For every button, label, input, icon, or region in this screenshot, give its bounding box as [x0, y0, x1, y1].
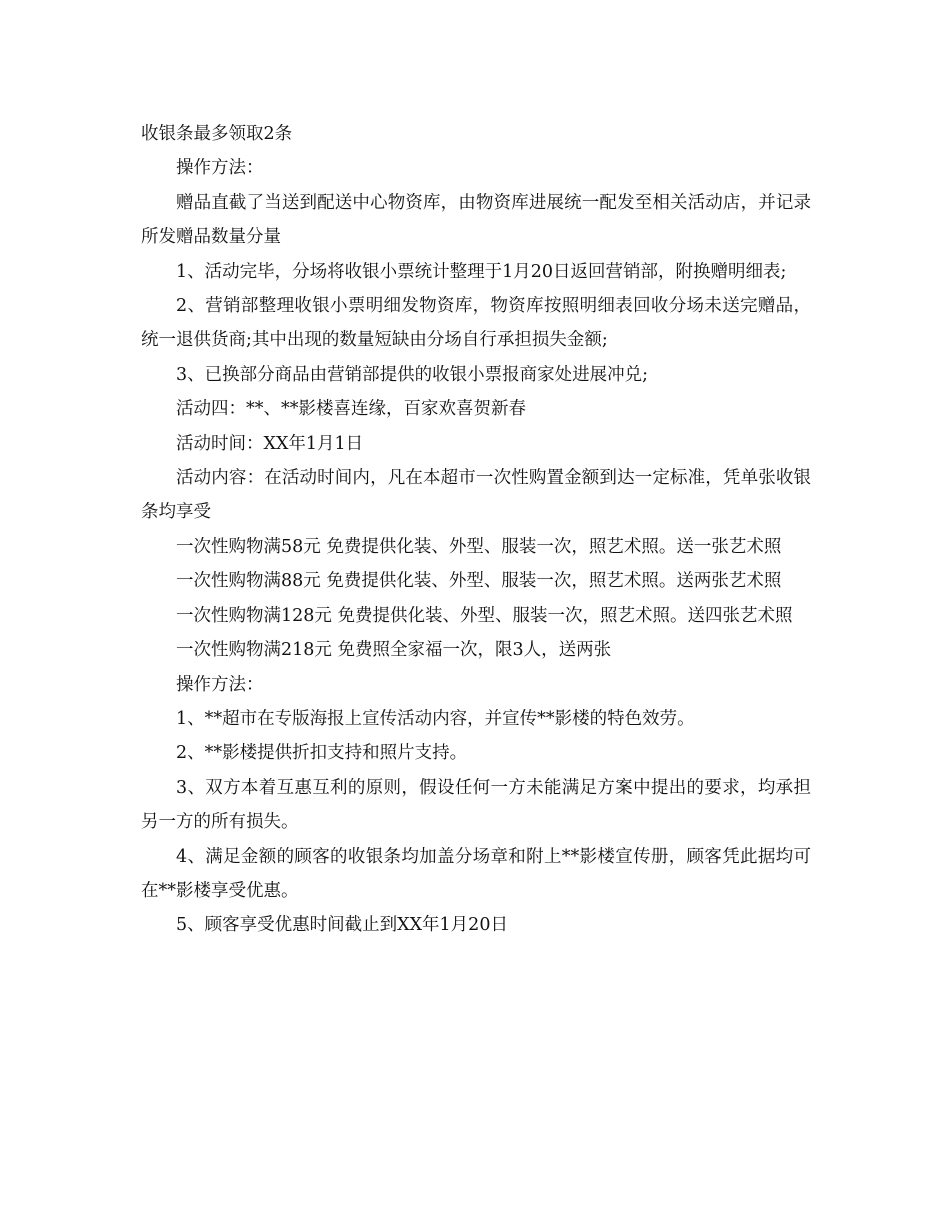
paragraph-tier-218: 一次性购物满218元 免费照全家福一次，限3人，送两张: [176, 640, 612, 661]
paragraph-operation-heading: 操作方法：: [176, 158, 264, 179]
paragraph-activity-four-title: 活动四：**、**影楼喜连缘，百家欢喜贺新春: [176, 399, 526, 420]
paragraph-tier-128: 一次性购物满128元 免费提供化装、外型、服装一次，照艺术照。送四张艺术照: [176, 605, 793, 626]
paragraph-activity-time: 活动时间：XX年1月1日: [176, 433, 364, 454]
paragraph-op-step-5: 5、顾客享受优惠时间截止到XX年1月20日: [176, 915, 508, 936]
document-body: [141, 117, 811, 943]
paragraph-receipt-limit: 收银条最多领取2条: [141, 124, 293, 144]
paragraph-operation-heading-2: 操作方法：: [176, 674, 264, 695]
paragraph-op-step-1: 1、**超市在专版海报上宣传活动内容，并宣传**影楼的特色效劳。: [176, 708, 695, 729]
paragraph-step-2: 2、营销部整理收银小票明细发物资库，物资库按照明细表回收分场未送完赠品，统一退供货商;其中出现的数量短缺由分场自行承担损失金额;: [141, 296, 811, 351]
paragraph-activity-content: 活动内容：在活动时间内，凡在本超市一次性购置金额到达一定标准，凭单张收银条均享受: [141, 468, 811, 523]
paragraph-op-step-3: 3、双方本着互惠互利的原则，假设任何一方未能满足方案中提出的要求，均承担另一方的所有损失。: [141, 777, 811, 833]
paragraph-step-3: 3、已换部分商品由营销部提供的收银小票报商家处进展冲兑;: [176, 364, 649, 385]
paragraph-tier-88: 一次性购物满88元 免费提供化装、外型、服装一次，照艺术照。送两张艺术照: [176, 571, 782, 592]
paragraph-step-1: 1、活动完毕，分场将收银小票统计整理于1月20日返回营销部，附换赠明细表;: [176, 261, 787, 282]
paragraph-op-step-4: 4、满足金额的顾客的收银条均加盖分场章和附上**影楼宣传册，顾客凭此据均可在**影楼享受优惠。: [141, 846, 811, 901]
paragraph-tier-58: 一次性购物满58元 免费提供化装、外型、服装一次，照艺术照。送一张艺术照: [176, 536, 782, 557]
paragraph-gift-delivery: 赠品直截了当送到配送中心物资库，由物资库进展统一配发至相关活动店，并记录所发赠品数量分量: [141, 192, 811, 248]
paragraph-op-step-2: 2、**影楼提供折扣支持和照片支持。: [176, 743, 468, 764]
